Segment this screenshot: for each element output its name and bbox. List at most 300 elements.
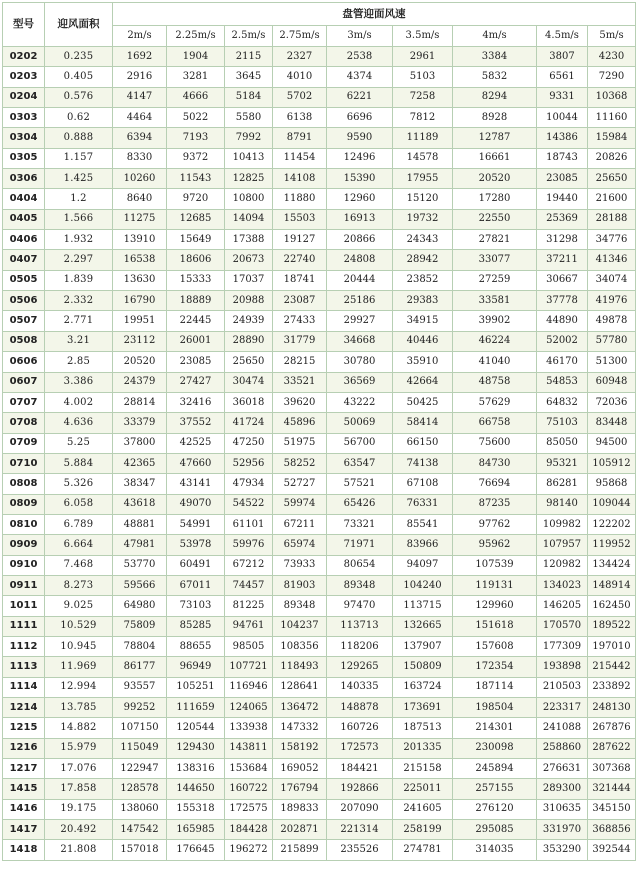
airflow-cell: 241088 [537,718,588,738]
model-cell: 1112 [3,636,45,656]
airflow-cell: 59974 [273,494,327,514]
airflow-cell: 314035 [453,840,537,860]
table-body [3,47,636,861]
airflow-cell: 23087 [273,291,327,311]
airflow-cell: 111659 [167,698,225,718]
airflow-cell: 97470 [327,596,393,616]
airflow-cell: 16913 [327,209,393,229]
airflow-cell: 28890 [225,331,273,351]
airflow-cell: 134023 [537,575,588,595]
airflow-cell: 31298 [537,230,588,250]
airflow-cell: 184421 [327,759,393,779]
airflow-cell: 52727 [273,474,327,494]
airflow-cell: 20520 [453,169,537,189]
airflow-cell: 11160 [588,108,636,128]
airflow-cell: 11275 [113,209,167,229]
airflow-cell: 18889 [167,291,225,311]
table-row [3,779,636,799]
airflow-cell: 42365 [113,453,167,473]
airflow-cell: 74138 [393,453,453,473]
area-cell: 4.636 [45,413,113,433]
airflow-cell: 122202 [588,514,636,534]
header-speed: 2m/s [113,26,167,47]
area-cell: 2.85 [45,352,113,372]
table-row [3,169,636,189]
airflow-cell: 1692 [113,47,167,67]
airflow-cell: 89348 [273,596,327,616]
table-row [3,270,636,290]
airflow-cell: 6561 [537,67,588,87]
airflow-cell: 157018 [113,840,167,860]
airflow-cell: 58252 [273,453,327,473]
table-row [3,311,636,331]
table-row [3,392,636,412]
airflow-cell: 187114 [453,677,537,697]
airflow-cell: 14094 [225,209,273,229]
airflow-cell: 11454 [273,148,327,168]
airflow-cell: 158192 [273,738,327,758]
model-cell: 0202 [3,47,45,67]
airflow-cell: 192866 [327,779,393,799]
airflow-cell: 287622 [588,738,636,758]
area-cell: 2.297 [45,250,113,270]
airflow-cell: 15120 [393,189,453,209]
table-row [3,453,636,473]
airflow-cell: 198504 [453,698,537,718]
airflow-cell: 87235 [453,494,537,514]
airflow-cell: 27433 [273,311,327,331]
airflow-cell: 20866 [327,230,393,250]
model-cell: 0406 [3,230,45,250]
model-cell: 1111 [3,616,45,636]
airflow-cell: 50069 [327,413,393,433]
airflow-cell: 26001 [167,331,225,351]
airflow-cell: 172573 [327,738,393,758]
airflow-cell: 248130 [588,698,636,718]
airflow-cell: 147332 [273,718,327,738]
airflow-cell: 4010 [273,67,327,87]
airflow-cell: 33077 [453,250,537,270]
airflow-cell: 129265 [327,657,393,677]
airflow-cell: 24808 [327,250,393,270]
airflow-cell: 147542 [113,820,167,840]
airflow-cell: 51300 [588,352,636,372]
airflow-cell: 225011 [393,779,453,799]
airflow-cell: 169052 [273,759,327,779]
airflow-cell: 295085 [453,820,537,840]
airflow-cell: 2916 [113,67,167,87]
airflow-cell: 54522 [225,494,273,514]
airflow-cell: 94097 [393,555,453,575]
area-cell: 9.025 [45,596,113,616]
airflow-cell: 1904 [167,47,225,67]
airflow-cell: 66150 [393,433,453,453]
airflow-cell: 85050 [537,433,588,453]
header-speed: 2.25m/s [167,26,225,47]
airflow-cell: 53770 [113,555,167,575]
table-row [3,372,636,392]
airflow-cell: 49070 [167,494,225,514]
airflow-cell: 104240 [393,575,453,595]
airflow-cell: 75600 [453,433,537,453]
airflow-cell: 59976 [225,535,273,555]
area-cell: 1.2 [45,189,113,209]
area-cell: 15.979 [45,738,113,758]
airflow-cell: 14386 [537,128,588,148]
airflow-cell: 20520 [113,352,167,372]
airflow-cell: 4464 [113,108,167,128]
table-row [3,535,636,555]
area-cell: 2.771 [45,311,113,331]
airflow-cell: 150809 [393,657,453,677]
airflow-cell: 98140 [537,494,588,514]
airflow-cell: 27821 [453,230,537,250]
area-cell: 0.62 [45,108,113,128]
airflow-cell: 15333 [167,270,225,290]
area-cell: 3.386 [45,372,113,392]
airflow-cell: 2115 [225,47,273,67]
airflow-cell: 27259 [453,270,537,290]
airflow-cell: 71971 [327,535,393,555]
airflow-cell: 67211 [273,514,327,534]
airflow-cell: 24379 [113,372,167,392]
table-row [3,474,636,494]
airflow-cell: 45896 [273,413,327,433]
airflow-cell: 8294 [453,87,537,107]
airflow-cell: 36569 [327,372,393,392]
airflow-cell: 115049 [113,738,167,758]
airflow-cell: 13630 [113,270,167,290]
airflow-cell: 5832 [453,67,537,87]
airflow-cell: 331970 [537,820,588,840]
airflow-cell: 3807 [537,47,588,67]
airflow-cell: 163724 [393,677,453,697]
table-row [3,291,636,311]
area-cell: 12.994 [45,677,113,697]
airflow-cell: 215899 [273,840,327,860]
airflow-cell: 210503 [537,677,588,697]
airflow-cell: 187513 [393,718,453,738]
model-cell: 1416 [3,799,45,819]
airflow-cell: 245894 [453,759,537,779]
model-cell: 0508 [3,331,45,351]
airflow-cell: 20444 [327,270,393,290]
airflow-cell: 89348 [327,575,393,595]
table-row [3,820,636,840]
table-row [3,759,636,779]
airflow-cell: 129960 [453,596,537,616]
airflow-cell: 18606 [167,250,225,270]
airflow-cell: 75103 [537,413,588,433]
airflow-cell: 39620 [273,392,327,412]
airflow-cell: 223317 [537,698,588,718]
airflow-cell: 176794 [273,779,327,799]
airflow-cell: 60491 [167,555,225,575]
airflow-cell: 119131 [453,575,537,595]
airflow-cell: 109982 [537,514,588,534]
airflow-cell: 15390 [327,169,393,189]
area-cell: 4.002 [45,392,113,412]
airflow-cell: 289300 [537,779,588,799]
airflow-cell: 5103 [393,67,453,87]
airflow-cell: 9331 [537,87,588,107]
header-speed: 4m/s [453,26,537,47]
airflow-cell: 15649 [167,230,225,250]
area-cell: 0.405 [45,67,113,87]
airflow-cell: 80654 [327,555,393,575]
airflow-cell: 201335 [393,738,453,758]
airflow-cell: 83966 [393,535,453,555]
airflow-cell: 9372 [167,148,225,168]
model-cell: 0507 [3,311,45,331]
table-row [3,47,636,67]
airflow-cell: 44890 [537,311,588,331]
model-cell: 0203 [3,67,45,87]
airflow-cell: 81225 [225,596,273,616]
airflow-cell: 17280 [453,189,537,209]
airflow-cell: 19440 [537,189,588,209]
airflow-cell: 61101 [225,514,273,534]
airflow-cell: 67212 [225,555,273,575]
airflow-cell: 107957 [537,535,588,555]
model-cell: 1417 [3,820,45,840]
airflow-cell: 189833 [273,799,327,819]
area-cell: 1.157 [45,148,113,168]
airflow-cell: 23112 [113,331,167,351]
airflow-cell: 3645 [225,67,273,87]
airflow-cell: 274781 [393,840,453,860]
header-speed: 2.5m/s [225,26,273,47]
airflow-cell: 19732 [393,209,453,229]
airflow-cell: 16790 [113,291,167,311]
airflow-cell: 73933 [273,555,327,575]
table-row [3,616,636,636]
header-area: 迎风面积 [45,3,113,47]
table-row [3,352,636,372]
airflow-cell: 96949 [167,657,225,677]
airflow-cell: 72036 [588,392,636,412]
airflow-cell: 32416 [167,392,225,412]
area-cell: 0.576 [45,87,113,107]
airflow-table-container [2,2,635,861]
airflow-cell: 30780 [327,352,393,372]
airflow-cell: 22445 [167,311,225,331]
table-row [3,596,636,616]
airflow-cell: 43141 [167,474,225,494]
airflow-cell: 2327 [273,47,327,67]
table-row [3,230,636,250]
airflow-cell: 25650 [225,352,273,372]
airflow-cell: 41976 [588,291,636,311]
area-cell: 0.235 [45,47,113,67]
airflow-cell: 23085 [537,169,588,189]
airflow-cell: 144650 [167,779,225,799]
model-cell: 1011 [3,596,45,616]
airflow-cell: 116946 [225,677,273,697]
airflow-cell: 78804 [113,636,167,656]
airflow-cell: 2961 [393,47,453,67]
model-cell: 1214 [3,698,45,718]
airflow-cell: 128578 [113,779,167,799]
area-cell: 0.888 [45,128,113,148]
airflow-cell: 34074 [588,270,636,290]
airflow-cell: 148914 [588,575,636,595]
airflow-cell: 118206 [327,636,393,656]
airflow-cell: 76331 [393,494,453,514]
airflow-cell: 63547 [327,453,393,473]
model-cell: 0607 [3,372,45,392]
airflow-cell: 12825 [225,169,273,189]
airflow-cell: 215158 [393,759,453,779]
airflow-cell: 10368 [588,87,636,107]
area-cell: 13.785 [45,698,113,718]
airflow-cell: 22740 [273,250,327,270]
airflow-cell: 5184 [225,87,273,107]
airflow-cell: 6394 [113,128,167,148]
airflow-cell: 98505 [225,636,273,656]
model-cell: 0404 [3,189,45,209]
header-speed: 3m/s [327,26,393,47]
airflow-cell: 353290 [537,840,588,860]
airflow-cell: 157608 [453,636,537,656]
model-cell: 0708 [3,413,45,433]
airflow-cell: 88655 [167,636,225,656]
airflow-cell: 18741 [273,270,327,290]
model-cell: 1113 [3,657,45,677]
header-speed: 4.5m/s [537,26,588,47]
coil-airflow-table [2,2,636,861]
area-cell: 6.058 [45,494,113,514]
airflow-cell: 148878 [327,698,393,718]
area-cell: 10.529 [45,616,113,636]
airflow-cell: 15503 [273,209,327,229]
model-cell: 0405 [3,209,45,229]
airflow-cell: 48758 [453,372,537,392]
airflow-cell: 196272 [225,840,273,860]
airflow-cell: 23852 [393,270,453,290]
airflow-cell: 34668 [327,331,393,351]
model-cell: 0305 [3,148,45,168]
area-cell: 8.273 [45,575,113,595]
airflow-cell: 8330 [113,148,167,168]
airflow-cell: 267876 [588,718,636,738]
model-cell: 1217 [3,759,45,779]
airflow-cell: 128641 [273,677,327,697]
airflow-cell: 17037 [225,270,273,290]
table-row [3,413,636,433]
airflow-cell: 241605 [393,799,453,819]
airflow-cell: 20988 [225,291,273,311]
airflow-cell: 28188 [588,209,636,229]
airflow-cell: 10044 [537,108,588,128]
airflow-cell: 276120 [453,799,537,819]
airflow-cell: 214301 [453,718,537,738]
airflow-cell: 8791 [273,128,327,148]
header-speed-group: 盘管迎面风速 [113,3,636,26]
airflow-cell: 33379 [113,413,167,433]
airflow-cell: 207090 [327,799,393,819]
table-row [3,67,636,87]
airflow-cell: 122947 [113,759,167,779]
airflow-cell: 3384 [453,47,537,67]
airflow-cell: 307368 [588,759,636,779]
airflow-cell: 8928 [453,108,537,128]
airflow-cell: 47660 [167,453,225,473]
airflow-cell: 140335 [327,677,393,697]
model-cell: 0710 [3,453,45,473]
airflow-cell: 109044 [588,494,636,514]
airflow-cell: 64980 [113,596,167,616]
airflow-cell: 14578 [393,148,453,168]
airflow-cell: 345150 [588,799,636,819]
airflow-cell: 113713 [327,616,393,636]
airflow-cell: 37211 [537,250,588,270]
airflow-cell: 20673 [225,250,273,270]
airflow-cell: 276631 [537,759,588,779]
airflow-cell: 177309 [537,636,588,656]
model-cell: 1415 [3,779,45,799]
airflow-cell: 6221 [327,87,393,107]
airflow-cell: 59566 [113,575,167,595]
airflow-cell: 12685 [167,209,225,229]
airflow-cell: 43618 [113,494,167,514]
airflow-cell: 120982 [537,555,588,575]
table-row [3,698,636,718]
airflow-cell: 18743 [537,148,588,168]
airflow-cell: 41040 [453,352,537,372]
airflow-cell: 23085 [167,352,225,372]
airflow-cell: 321444 [588,779,636,799]
airflow-cell: 51975 [273,433,327,453]
area-cell: 5.884 [45,453,113,473]
model-cell: 0810 [3,514,45,534]
airflow-cell: 94500 [588,433,636,453]
airflow-cell: 165985 [167,820,225,840]
airflow-cell: 7290 [588,67,636,87]
area-cell: 20.492 [45,820,113,840]
table-row [3,189,636,209]
airflow-cell: 7193 [167,128,225,148]
airflow-cell: 160726 [327,718,393,738]
airflow-cell: 81903 [273,575,327,595]
airflow-cell: 235526 [327,840,393,860]
airflow-cell: 108356 [273,636,327,656]
airflow-cell: 64832 [537,392,588,412]
airflow-cell: 46224 [453,331,537,351]
airflow-cell: 258860 [537,738,588,758]
model-cell: 0909 [3,535,45,555]
airflow-cell: 173691 [393,698,453,718]
airflow-cell: 52956 [225,453,273,473]
airflow-cell: 19951 [113,311,167,331]
airflow-cell: 14108 [273,169,327,189]
airflow-cell: 42525 [167,433,225,453]
airflow-cell: 41346 [588,250,636,270]
airflow-cell: 50425 [393,392,453,412]
airflow-cell: 75809 [113,616,167,636]
model-cell: 0910 [3,555,45,575]
airflow-cell: 153684 [225,759,273,779]
model-cell: 0407 [3,250,45,270]
table-row [3,657,636,677]
airflow-cell: 3281 [167,67,225,87]
airflow-cell: 65426 [327,494,393,514]
model-cell: 0204 [3,87,45,107]
airflow-cell: 193898 [537,657,588,677]
area-cell: 19.175 [45,799,113,819]
airflow-cell: 36018 [225,392,273,412]
model-cell: 0306 [3,169,45,189]
